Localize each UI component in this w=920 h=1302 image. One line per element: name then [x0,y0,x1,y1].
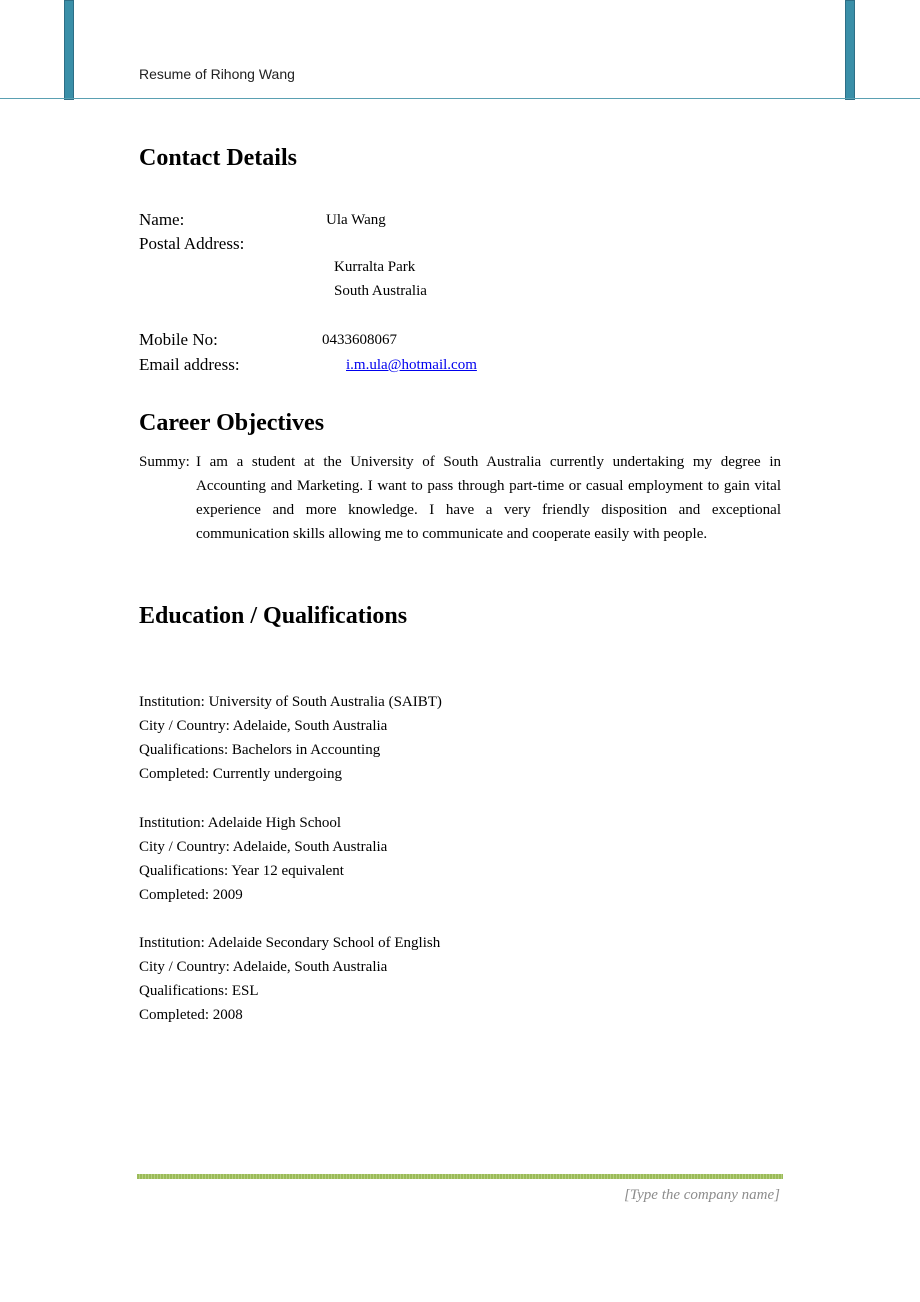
postal-address-line-2: South Australia [334,283,427,299]
education-city: City / Country: Adelaide, South Australia [139,718,388,734]
education-institution: Institution: University of South Australia (SAIBT) [139,694,442,710]
footer-divider [137,1174,783,1179]
education-entry [139,811,387,907]
education-qualification: Qualifications: ESL [139,983,259,999]
header-left-bar [64,0,74,100]
name-label: Name: [139,210,185,229]
summary-label: Summy: [139,454,190,470]
education-completed: Completed: 2009 [139,887,243,903]
education-qualification: Qualifications: Bachelors in Accounting [139,742,381,758]
education-institution: Institution: Adelaide High School [139,815,342,831]
education-heading: Education / Qualifications [139,603,408,629]
education-city: City / Country: Adelaide, South Australia [139,959,388,975]
career-objective-body: I am a student at the University of South Australia currently undertaking my degree in Accounting and Marketing. I want to pass through part-time or casual employment to gain vital experience and more knowledge. I have a very friendly disposition and exceptional communication skills allowing me to communicate and cooperate easily with people. [196,454,781,542]
postal-address-line-1: Kurralta Park [334,259,416,275]
education-completed: Completed: Currently undergoing [139,766,343,782]
education-completed: Completed: 2008 [139,1007,243,1023]
education-entry [139,931,440,1027]
footer-company-placeholder[interactable]: [Type the company name] [624,1187,780,1203]
education-institution: Institution: Adelaide Secondary School of English [139,935,441,951]
mobile-value: 0433608067 [322,332,397,348]
name-value: Ula Wang [326,212,386,228]
header-right-bar [845,0,855,100]
header-divider [0,98,920,99]
email-link[interactable]: i.m.ula@hotmail.com [346,357,477,373]
education-entry [139,690,442,786]
career-heading: Career Objectives [139,410,325,436]
mobile-label: Mobile No: [139,330,218,349]
career-objective-text [196,450,781,546]
postal-address-label: Postal Address: [139,234,245,253]
header-title: Resume of Rihong Wang [139,66,295,82]
education-city: City / Country: Adelaide, South Australia [139,839,388,855]
contact-heading: Contact Details [139,145,297,171]
education-qualification: Qualifications: Year 12 equivalent [139,863,344,879]
email-label: Email address: [139,355,240,374]
